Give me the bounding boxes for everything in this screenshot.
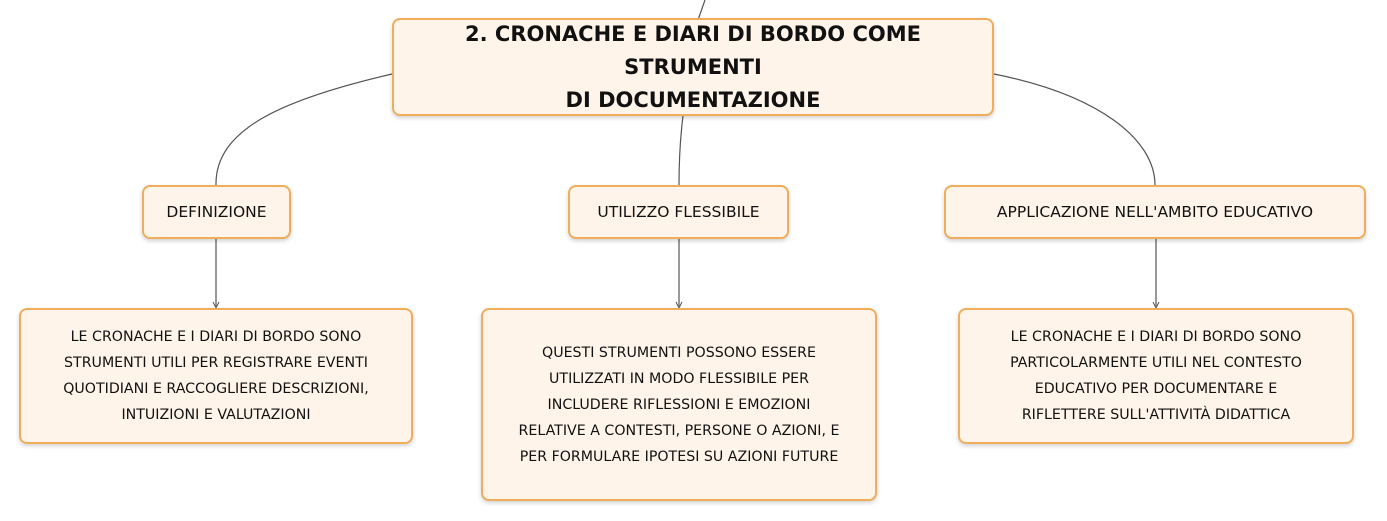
detail-line: QUESTI STRUMENTI POSSONO ESSERE	[542, 344, 816, 361]
root-topic-node[interactable]	[392, 18, 994, 116]
branch-node-utilizzo-flessibile[interactable]	[568, 185, 789, 239]
branch-node-definizione[interactable]	[142, 185, 291, 239]
connector-root-applicazione	[994, 74, 1155, 185]
branch-label-applicazione-educativo: APPLICAZIONE NELL'AMBITO EDUCATIVO	[996, 203, 1314, 221]
branch-node-applicazione-educativo[interactable]	[944, 185, 1366, 239]
detail-line: INTUIZIONI E VALUTAZIONI	[121, 407, 311, 423]
root-title-line-2: DI DOCUMENTAZIONE	[565, 87, 821, 112]
branch-label-definizione: DEFINIZIONE	[166, 203, 267, 221]
root-title-line-1: 2. CRONACHE E DIARI DI BORDO COME STRUMENTI	[465, 21, 921, 79]
detail-node-applicazione-educativo[interactable]	[958, 308, 1354, 444]
detail-node-definizione[interactable]	[19, 308, 413, 444]
detail-line: RIFLETTERE SULL'ATTIVITÀ DIDATTICA	[1021, 407, 1291, 423]
detail-line: LE CRONACHE E I DIARI DI BORDO SONO	[70, 329, 362, 345]
connector-root-definizione	[216, 74, 392, 185]
detail-line: EDUCATIVO PER DOCUMENTARE E	[1034, 381, 1278, 397]
connector-root-utilizzo	[679, 116, 683, 185]
detail-line: RELATIVE A CONTESTI, PERSONE O AZIONI, E	[518, 422, 840, 439]
detail-line: UTILIZZATI IN MODO FLESSIBILE PER	[549, 370, 809, 387]
detail-line: STRUMENTI UTILI PER REGISTRARE EVENTI	[64, 355, 368, 371]
detail-line: INCLUDERE RIFLESSIONI E EMOZIONI	[547, 396, 811, 413]
detail-line: LE CRONACHE E I DIARI DI BORDO SONO	[1010, 329, 1302, 345]
detail-line: PER FORMULARE IPOTESI SU AZIONI FUTURE	[519, 448, 839, 465]
detail-node-utilizzo-flessibile[interactable]	[481, 308, 877, 501]
detail-line: QUOTIDIANI E RACCOGLIERE DESCRIZIONI,	[63, 381, 369, 397]
detail-line: PARTICOLARMENTE UTILI NEL CONTESTO	[1010, 355, 1302, 371]
branch-label-utilizzo-flessibile: UTILIZZO FLESSIBILE	[597, 203, 760, 221]
